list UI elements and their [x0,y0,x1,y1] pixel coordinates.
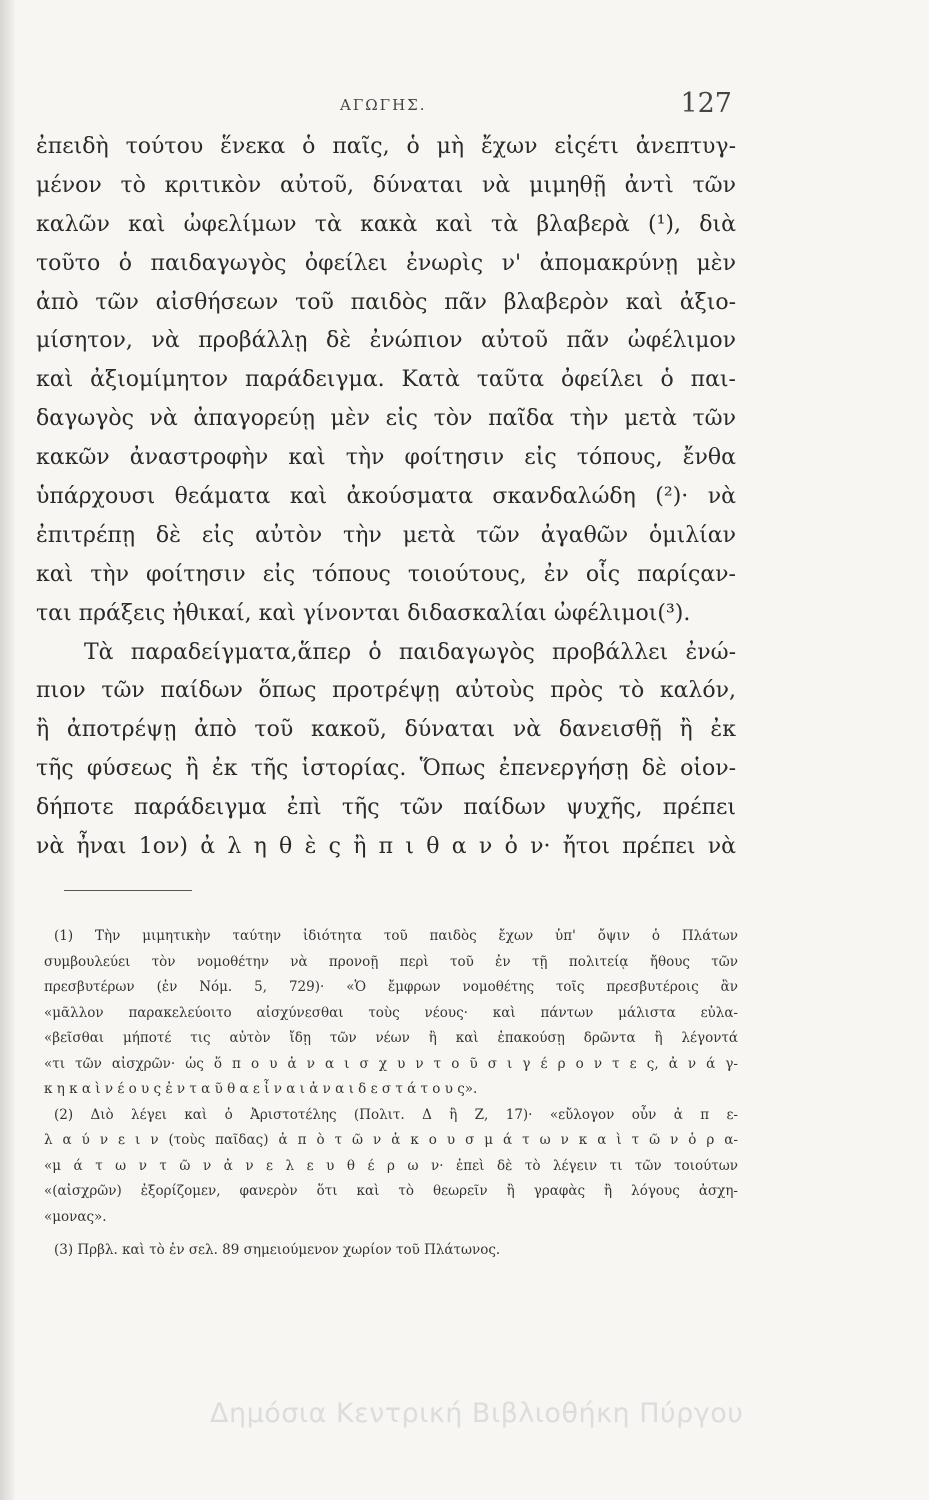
library-watermark: Δημόσια Κεντρική Βιβλιοθήκη Πύργου [210,1398,744,1429]
body-line: ἀπὸ τῶν αἰσθήσεων τοῦ παιδὸς πᾶν βλαβερὸν καὶ ἀξιο- [36,289,736,315]
running-title: ΑΓΩΓΗΣ. [340,96,427,114]
body-line: τοῦτο ὁ παιδαγωγὸς ὀφείλει ἐνωρὶς ν' ἀπομακρύνῃ μὲν [36,250,736,276]
body-line: νὰ ἦναι 1ον) ἀ λ η θ ὲ ς ἢ π ι θ α ν ὀ ν· ἤτοι πρέπει νὰ [36,834,736,860]
footnote-line: «(αἰσχρῶν) ἐξορίζομεν, φανερὸν ὅτι καὶ τὸ θεωρεῖν ἢ γραφὰς ἢ λόγους ἀσχη- [44,1183,738,1199]
footnote-line: συμβουλεύει τὸν νομοθέτην νὰ προνοῇ περὶ τοῦ ἐν τῇ πολιτείᾳ ἤθους τῶν [44,953,738,970]
body-line: Τὰ παραδείγματα,ἅπερ ὁ παιδαγωγὸς προβάλλει ἐνώ- [84,639,736,665]
body-line: κακῶν ἀναστροφὴν καὶ τὴν φοίτησιν εἰς τόπους, ἔνθα [36,445,736,471]
footnote-line: «μονας». [44,1208,107,1225]
body-line: ὑπάρχουσι θεάματα καὶ ἀκούσματα σκανδαλώδη (²)· νὰ [36,484,736,510]
body-line: μένον τὸ κριτικὸν αὐτοῦ, δύναται νὰ μιμηθῇ ἀντὶ τῶν [36,172,736,198]
footnote-line: κ η κ α ὶ ν έ ο υ ς ἐ ν τ α ῦ θ α ε ἶ ν α ι ἀ ν α ι δ ε σ τ ά τ ο υ ς». [44,1081,478,1097]
footnote-line: «μᾶλλον παρακελεύοιτο αἰσχύνεσθαι τοὺς νέους· καὶ πάντων μάλιστα εὐλα- [44,1004,738,1021]
body-line: καὶ ἀξιομίμητον παράδειγμα. Κατὰ ταῦτα ὀφείλει ὁ παι- [36,367,736,393]
body-line: μίσητον, νὰ προβάλλῃ δὲ ἐνώπιον αὐτοῦ πᾶν ὠφέλιμον [36,328,736,354]
footnote-line: «μ ά τ ω ν τ ῶ ν ἀ ν ε λ ε υ θ έ ρ ω ν· ἐπεὶ δὲ τὸ λέγειν τι τῶν τοιούτων [44,1157,738,1174]
body-line: καλῶν καὶ ὠφελίμων τὰ κακὰ καὶ τὰ βλαβερὰ (¹), διὰ [36,211,736,237]
footnotes [44,924,738,1264]
footnote-line: λ α ύ ν ε ι ν (τοὺς παῖδας) ἀ π ὸ τ ῶ ν ἀ κ ο υ σ μ ά τ ω ν κ α ὶ τ ῶ ν ὁ ρ α- [44,1132,738,1148]
body-line: δήποτε παράδειγμα ἐπὶ τῆς τῶν παίδων ψυχῆς, πρέπει [36,795,736,821]
body-line: τῆς φύσεως ἢ ἐκ τῆς ἱστορίας. Ὅπως ἐπενεργήσῃ δὲ οἱον- [36,756,736,782]
footnote-line: (3) Πρβλ. καὶ τὸ ἐν σελ. 89 σημειούμενον χωρίον τοῦ Πλάτωνος. [54,1242,501,1258]
body-line: ἐπειδὴ τούτου ἕνεκα ὁ παῖς, ὁ μὴ ἔχων εἰςέτι ἀνεπτυγ- [36,134,736,159]
footnote-line: «τι τῶν αἰσχρῶν· ὡς ὅ π ο υ ἀ ν α ι σ χ υ ν τ ο ῦ σ ι γ έ ρ ο ν τ ε ς, ἀ ν ά γ- [44,1055,738,1072]
body-line: καὶ τὴν φοίτησιν εἰς τόπους τοιούτους, ἐν οἷς παρίςαν- [36,561,736,587]
page-gutter [0,0,14,1500]
body-line: ἐπιτρέπῃ δὲ εἰς αὐτὸν τὴν μετὰ τῶν ἀγαθῶν ὁμιλίαν [36,522,736,548]
footnote-line: «βεῖσθαι μήποτέ τις αὐτὸν ἴδῃ τῶν νέων ἢ καὶ ἐπακούσῃ δρῶντα ἢ λέγοντά [44,1030,738,1046]
body-line: ται πράξεις ἠθικαί, καὶ γίνονται διδασκαλίαι ὠφέλιμοι(³). [36,600,691,626]
body-line: πιον τῶν παίδων ὅπως προτρέψῃ αὐτοὺς πρὸς τὸ καλόν, [36,678,736,704]
footnote-line: (1) Τὴν μιμητικὴν ταύτην ἰδιότητα τοῦ παιδὸς ἔχων ὑπ' ὄψιν ὁ Πλάτων [54,928,738,944]
body-text [36,128,736,867]
footnote-line: (2) Διὸ λέγει καὶ ὁ Ἀριστοτέλης (Πολιτ. Δ ἢ Ζ, 17)· «εὔλογον οὖν ἀ π ε- [54,1106,738,1123]
footnote-line: πρεσβυτέρων (ἐν Νόμ. 5, 729)· «Ὁ ἔμφρων νομοθέτης τοῖς πρεσβυτέροις ἂν [44,979,738,995]
footnote-rule [64,890,192,891]
body-line: δαγωγὸς νὰ ἀπαγορεύῃ μὲν εἰς τὸν παῖδα τὴν μετὰ τῶν [36,406,736,432]
page-number: 127 [680,88,732,119]
body-line: ἢ ἀποτρέψῃ ἀπὸ τοῦ κακοῦ, δύναται νὰ δανεισθῇ ἢ ἐκ [36,717,736,743]
